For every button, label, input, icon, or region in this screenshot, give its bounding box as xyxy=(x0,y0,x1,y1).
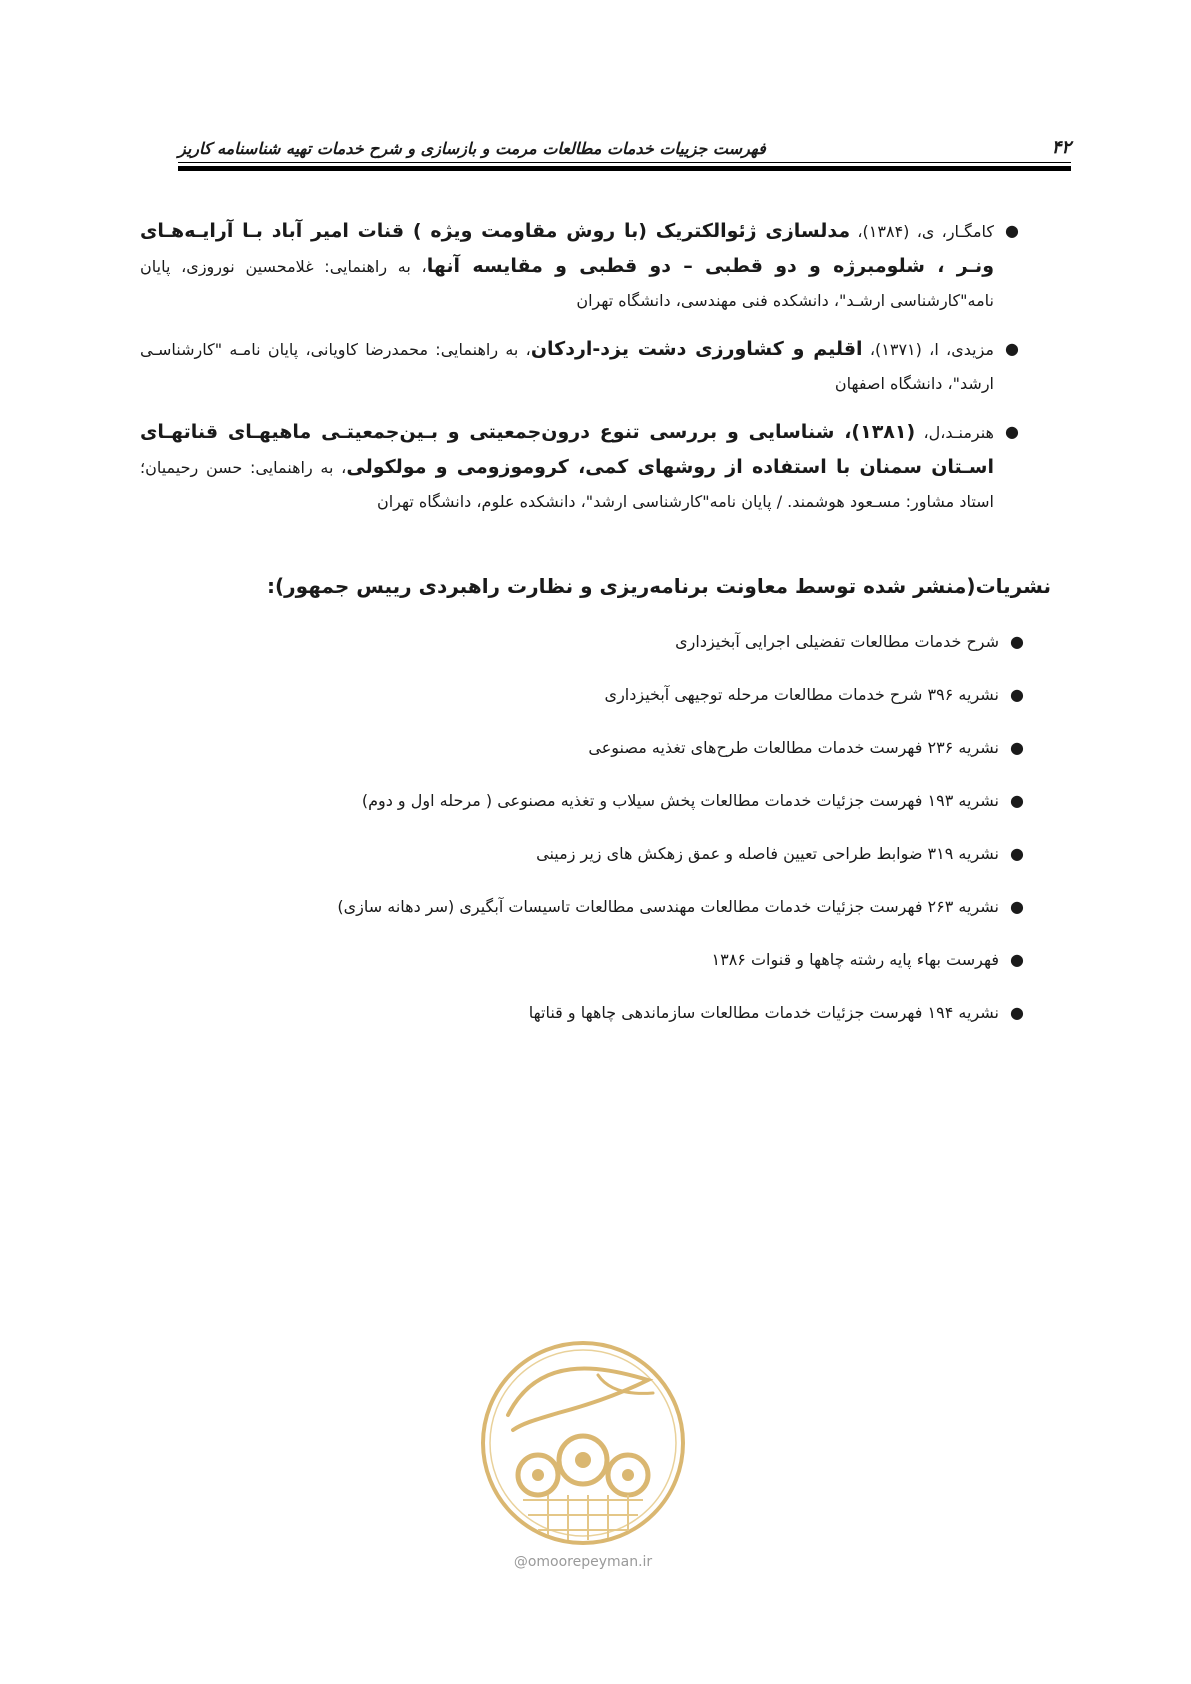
running-title: فهرست جزییات خدمات مطالعات مرمت و بازسازی و شرح خدمات تهیه شناسنامه کاریز xyxy=(178,139,766,158)
bullet-icon: ● xyxy=(1010,844,1024,863)
bullet-icon: ● xyxy=(1010,738,1024,757)
publication-text: نشریه ۱۹۳ فهرست جزئیات خدمات مطالعات پخش سیلاب و تغذیه مصنوعی ( مرحله اول و دوم) xyxy=(361,791,999,810)
watermark-seal-icon xyxy=(478,1335,688,1550)
publication-item xyxy=(225,787,1025,815)
publication-text: نشریه ۲۶۳ فهرست جزئیات خدمات مطالعات مهندسی مطالعات تاسیسات آبگیری (سر دهانه سازی) xyxy=(337,897,999,916)
publication-item xyxy=(225,681,1025,709)
reference-tail: ، به راهنمایی: محمدرضا کاویانی، پایان نامـه "کارشناسـی ارشد"، دانشگاه اصفهان xyxy=(140,340,994,393)
bullet-icon: ● xyxy=(1005,422,1019,441)
reference-lead: هنرمنـد،ل، xyxy=(915,423,994,442)
publication-item xyxy=(225,734,1025,762)
publication-text: نشریه ۳۱۹ ضوابط طراحی تعیین فاصله و عمق زهکش های زیر زمینی xyxy=(536,844,999,863)
reference-tail: ، به راهنمایی: غلامحسین نوروزی، پایان نامه"کارشناسی ارشـد"، دانشکده فنی مهندسی، دانشگاه تهران xyxy=(140,257,994,310)
bullet-icon: ● xyxy=(1010,950,1024,969)
header-rule-thick xyxy=(178,166,1071,171)
bullet-icon: ● xyxy=(1005,221,1019,240)
header-rule-thin xyxy=(178,162,1071,163)
reference-tail: ، به راهنمایی: حسن رحیمیان؛ استاد مشاور: مسـعود هوشمند. / پایان نامه"کارشناسی ارشد"، دانشکده علوم، دانشگاه تهران xyxy=(140,458,994,511)
watermark-logo xyxy=(478,1335,688,1585)
publication-text: شرح خدمات مطالعات تفضیلی اجرایی آبخیزداری xyxy=(675,632,999,651)
publication-item xyxy=(225,999,1025,1027)
reference-item xyxy=(140,214,1020,318)
bullet-icon: ● xyxy=(1005,339,1019,358)
publication-text: نشریه ۲۳۶ فهرست خدمات مطالعات طرح‌های تغذیه مصنوعی xyxy=(588,738,999,757)
bullet-icon: ● xyxy=(1010,897,1024,916)
publication-text: نشریه ۳۹۶ شرح خدمات مطالعات مرحله توجیهی آبخیزداری xyxy=(604,685,999,704)
publication-item xyxy=(225,628,1025,656)
reference-item xyxy=(140,415,1020,519)
publication-item xyxy=(225,893,1025,921)
reference-lead: مزیدی، ا، (۱۳۷۱)، xyxy=(862,340,994,359)
reference-list xyxy=(140,214,1020,533)
reference-item xyxy=(140,332,1020,401)
publication-item xyxy=(225,840,1025,868)
publication-item xyxy=(225,946,1025,974)
reference-title: مدلسازی ژئوالکتریک (با روش مقاومت ویژه ) قنات امیر آباد بـا آرایـه‌هـای ونـر ، شلومبرژه و دو قطبی – دو قطبی و مقایسه آنها xyxy=(140,220,994,277)
reference-title: اقلیم و کشاورزی دشت یزد-اردکان xyxy=(530,338,863,360)
publication-text: فهرست بهاء پایه رشته چاهها و قنوات ۱۳۸۶ xyxy=(711,950,999,969)
bullet-icon: ● xyxy=(1010,1003,1024,1022)
page-number: ۴۲ xyxy=(1051,137,1071,158)
bullet-icon: ● xyxy=(1010,685,1024,704)
bullet-icon: ● xyxy=(1010,791,1024,810)
watermark-site: @omoorepeyman.ir xyxy=(513,1554,653,1570)
publications-heading: نشریات(منشر شده توسط معاونت برنامه‌ریزی و نظارت راهبردی رییس جمهور): xyxy=(267,574,1051,598)
reference-title: (۱۳۸۱)، شناسایی و بررسی تنوع درون‌جمعیتی و بـین‌جمعیتـی ماهیهـای قناتهـای اسـتان سمنان با استفاده از روشهای کمی، کروموزومی و مولکولی xyxy=(140,421,995,478)
publication-list xyxy=(225,628,1025,1052)
publication-text: نشریه ۱۹۴ فهرست جزئیات خدمات مطالعات سازماندهی چاهها و قناتها xyxy=(528,1003,999,1022)
reference-lead: کامگـار، ی، (۱۳۸۴)، xyxy=(850,222,994,241)
running-header xyxy=(178,128,1071,158)
bullet-icon: ● xyxy=(1010,632,1024,651)
